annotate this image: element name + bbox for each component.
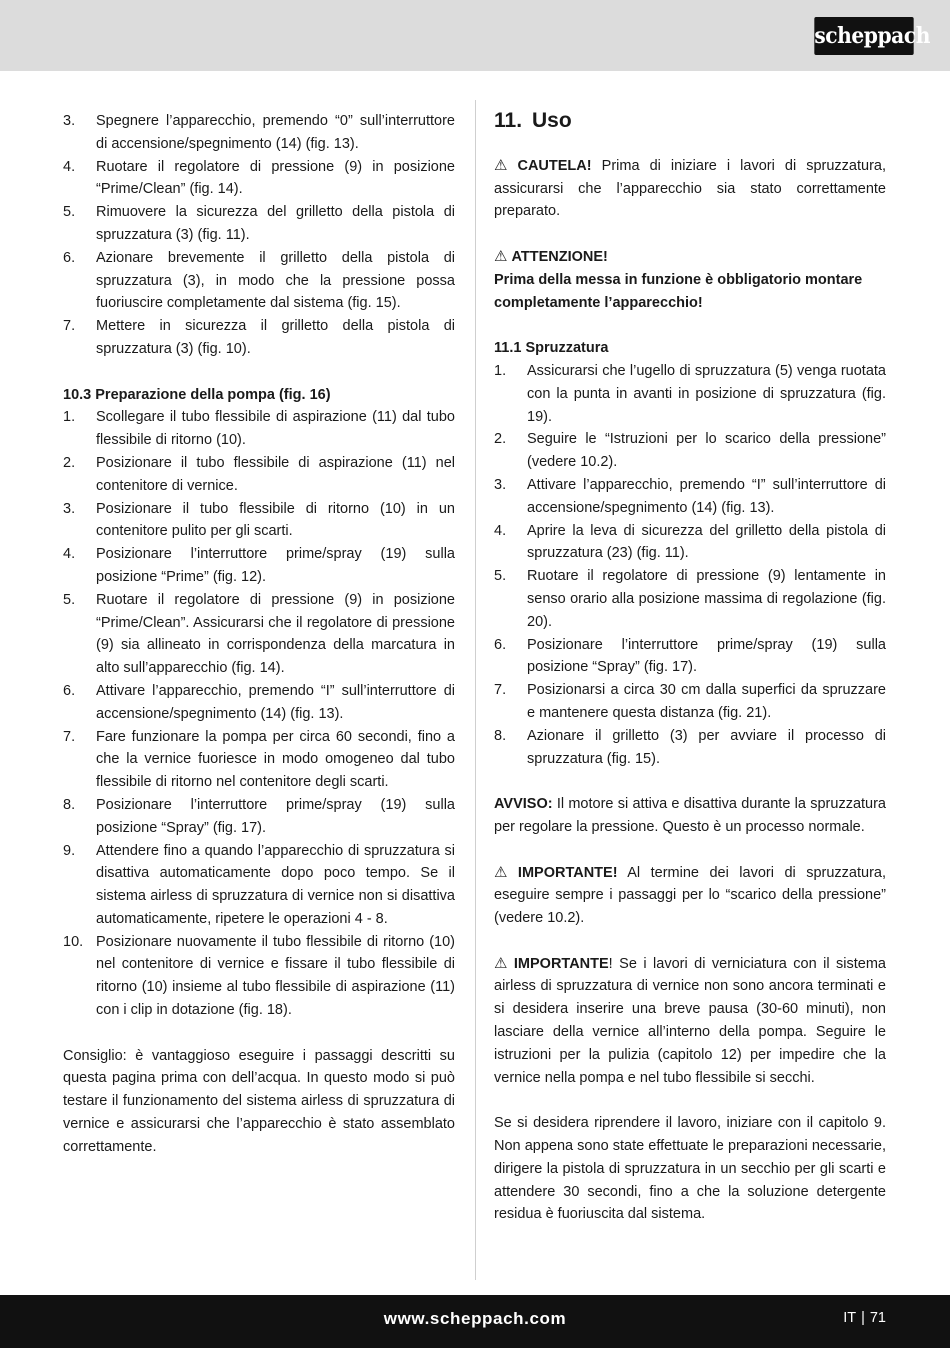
website-link[interactable]: www.scheppach.com	[383, 1309, 567, 1328]
list-item: 1. Scollegare il tubo flessibile di aspirazione (11) dal tubo flessibile di ritorno (10).	[63, 409, 455, 449]
notice-label: AVVISO:	[494, 796, 553, 813]
left-column	[63, 110, 455, 1159]
list-item: 6. Azionare brevemente il grilletto della pistola di spruzzatura (3), in modo che la pressione possa fuoriuscire completamente dal sistema (fig. 15).	[63, 249, 455, 312]
procedure-list-10-3	[63, 406, 455, 1022]
important-text: ! Se i lavori di verniciatura con il sistema airless di spruzzatura di vernice non sono ancora terminati e si desidera inserire una breve pausa (30-60 minuti), non lasciare della vernice all’interno della pompa. Seguire le istruzioni per la pulizia (capitolo 12) per impedire che la vernice nella pompa e nel tubo flessibile si secchi.	[494, 955, 886, 1086]
important-label: IMPORTANTE	[513, 955, 609, 972]
important-notice-2	[494, 953, 886, 1090]
section-number: 11.	[494, 109, 523, 132]
list-item: 8. Posizionare l’interruttore prime/spray (19) sulla posizione “Spray” (fig. 17).	[63, 796, 455, 836]
procedure-list-11-1	[494, 360, 886, 770]
attention-text: Prima della messa in funzione è obbligatorio montare completamente l’apparecchio!	[494, 271, 863, 311]
warning-triangle-icon: ⚠	[494, 247, 508, 265]
resume-paragraph: Se si desidera riprendere il lavoro, iniziare con il capitolo 9. Non appena sono state effettuate le preparazioni necessarie, dirigere la pistola di spruzzatura in un secchio per gli scarti e attendere 30 secondi, fino a che la soluzione detergente residua è fuoriuscita dal sistema.	[494, 1115, 886, 1223]
list-item: 3. Attivare l’apparecchio, premendo “I” sull’interruttore di accensione/spegnimento (14) (fig. 13).	[494, 476, 886, 516]
list-item: 3. Posizionare il tubo flessibile di ritorno (10) in un contenitore pulito per gli scarti.	[63, 500, 455, 540]
list-item: 9. Attendere fino a quando l’apparecchio di spruzzatura si disattiva automaticamente dopo poco tempo. Se il sistema airless di spruzzatura di vernice non si disattiva automaticamente, ripetere le operazioni 4 - 8.	[63, 842, 455, 927]
page-separator: |	[861, 1310, 865, 1326]
list-item: 7. Fare funzionare la pompa per circa 60 secondi, fino a che la vernice fuoriesce in modo omogeneo dal tubo flessibile di ritorno nel contenitore degli scarti.	[63, 728, 455, 791]
list-item: 4. Posizionare l’interruttore prime/spray (19) sulla posizione “Prime” (fig. 12).	[63, 546, 455, 585]
language-code: IT	[843, 1310, 857, 1326]
list-item: 8. Azionare il grilletto (3) per avviare il processo di spruzzatura (fig. 15).	[494, 727, 886, 767]
section-title	[494, 110, 886, 132]
caution-text: Prima di iniziare i lavori di spruzzatura, assicurarsi che l’apparecchio sia stato correttamente preparato.	[494, 157, 886, 220]
list-item: 5. Ruotare il regolatore di pressione (9) in posizione “Prime/Clean”. Assicurarsi che il regolatore di pressione (9) sia allineato in corrispondenza della marcatura in alto sull’apparecchio (fig. 14).	[63, 591, 455, 677]
list-item: 5. Ruotare il regolatore di pressione (9) lentamente in senso orario alla posizione massima di regolazione (fig. 20).	[494, 568, 886, 630]
list-item: 1. Assicurarsi che l’ugello di spruzzatura (5) venga ruotata con la punta in avanti in posizione di spruzzatura (fig. 19).	[494, 362, 886, 425]
page-indicator	[843, 1310, 886, 1326]
list-item: 2. Seguire le “Istruzioni per lo scarico della pressione” (vedere 10.2).	[494, 431, 886, 471]
caution-notice	[494, 155, 886, 223]
heading-10-3: 10.3 Preparazione della pompa (fig. 16)	[63, 386, 331, 403]
list-item: 2. Posizionare il tubo flessibile di aspirazione (11) nel contenitore di vernice.	[63, 454, 455, 494]
tip-paragraph: Consiglio: è vantaggioso eseguire i passaggi descritti su questa pagina prima con dell’acqua. In questo modo si può testare il funzionamento del sistema airless di spruzzatura di vernice e assicurarsi che l’apparecchio è stato assemblato correttamente.	[63, 1047, 455, 1155]
heading-11-1: 11.1 Spruzzatura	[494, 340, 609, 357]
warning-triangle-icon: ⚠	[494, 156, 514, 174]
column-divider	[475, 100, 476, 1280]
important-text: Al termine dei lavori di spruzzatura, eseguire sempre i passaggi per lo “scarico della pressione” (vedere 10.2).	[494, 864, 887, 927]
important-notice-1	[494, 862, 886, 930]
brand-logo: scheppach	[814, 17, 913, 55]
list-item: 7. Posizionarsi a circa 30 cm dalla superfici da spruzzare e mantenere questa distanza (fig. 21).	[494, 682, 886, 721]
notice-text: Il motore si attiva e disattiva durante la spruzzatura per regolare la pressione. Questo è un processo normale.	[494, 796, 886, 835]
list-item: 10. Posizionare nuovamente il tubo flessibile di ritorno (10) nel contenitore di vernice e fissare il tubo flessibile di ritorno (10) insieme al tubo flessibile di aspirazione (11) con i clip in dotazione (fig. 18).	[63, 933, 455, 1019]
header-band	[0, 0, 950, 71]
section-title-text: Uso	[532, 109, 572, 132]
list-item: 7. Mettere in sicurezza il grilletto della pistola di spruzzatura (3) (fig. 10).	[63, 318, 455, 357]
attention-label: ATTENZIONE!	[511, 248, 608, 265]
list-item: 4. Ruotare il regolatore di pressione (9) in posizione “Prime/Clean” (fig. 14).	[63, 158, 455, 198]
important-label: IMPORTANTE!	[517, 864, 618, 881]
right-column	[494, 110, 886, 1226]
list-item: 4. Aprire la leva di sicurezza del grilletto della pistola di spruzzatura (23) (fig. 11).	[494, 522, 886, 562]
list-item: 6. Attivare l’apparecchio, premendo “I” sull’interruttore di accensione/spegnimento (14) (fig. 13).	[63, 682, 455, 722]
caution-label: CAUTELA!	[517, 157, 592, 174]
page-number: 71	[869, 1310, 886, 1326]
list-item: 3. Spegnere l’apparecchio, premendo “0” sull’interruttore di accensione/spegnimento (14) (fig. 13).	[63, 113, 455, 152]
warning-triangle-icon: ⚠	[494, 954, 510, 972]
footer-bar	[0, 1295, 950, 1348]
warning-triangle-icon: ⚠	[494, 863, 514, 881]
notice-paragraph	[494, 793, 886, 839]
attention-notice	[494, 246, 886, 269]
list-item: 5. Rimuovere la sicurezza del grilletto della pistola di spruzzatura (3) (fig. 11).	[63, 204, 455, 243]
procedure-list-10-2-continued	[63, 110, 455, 361]
list-item: 6. Posizionare l’interruttore prime/spray (19) sulla posizione “Spray” (fig. 17).	[494, 636, 886, 676]
